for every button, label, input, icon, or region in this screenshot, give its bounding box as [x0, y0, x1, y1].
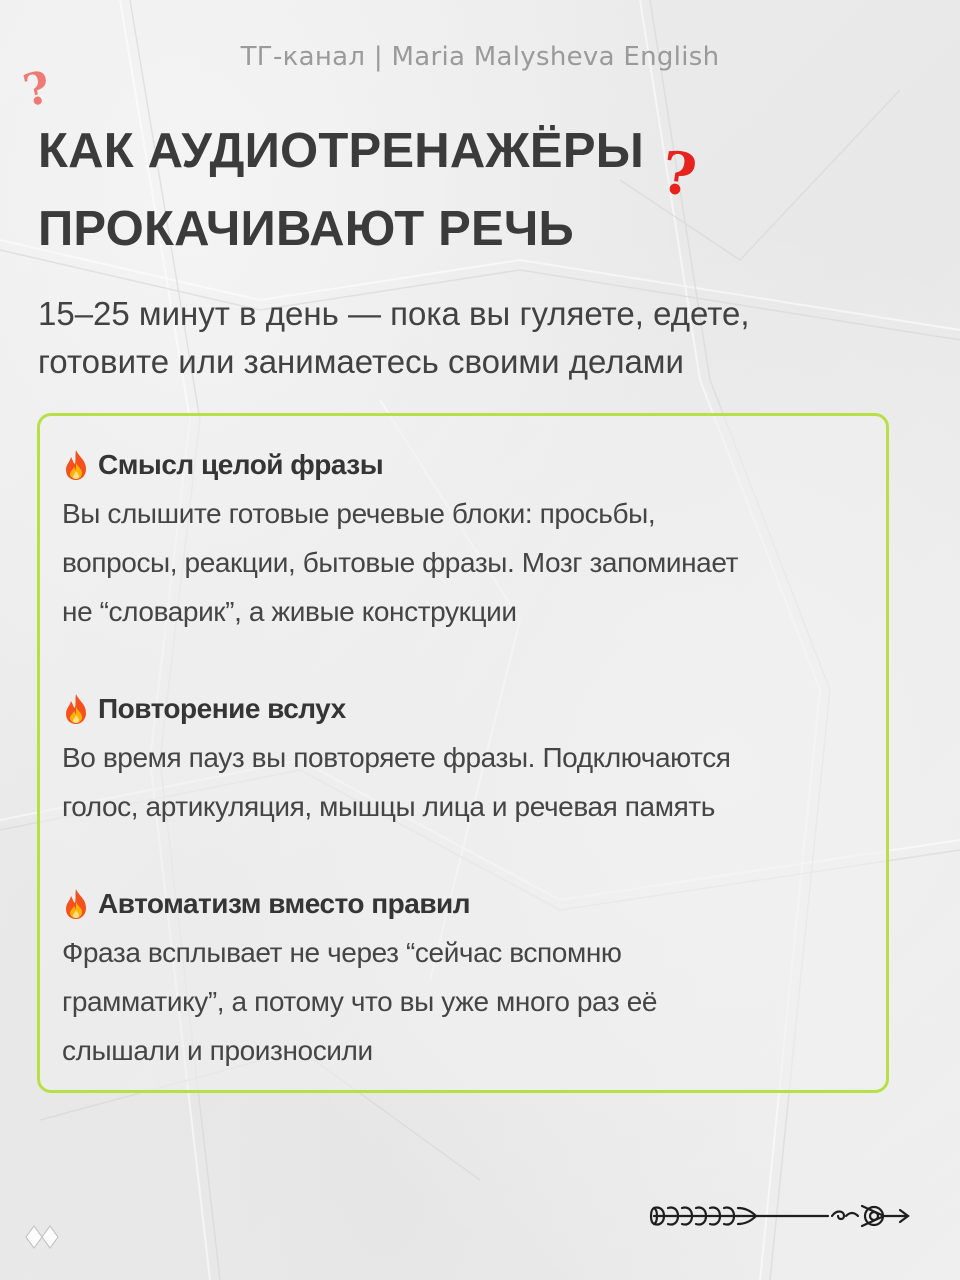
benefit-title: [62, 444, 862, 486]
benefit-title: [62, 688, 862, 730]
benefits-card: [37, 413, 889, 1093]
benefit-line: вопросы, реакции, бытовые фразы. Мозг запоминает: [62, 547, 739, 578]
title-line: ПРОКАЧИВАЮТ РЕЧЬ: [38, 202, 574, 256]
benefit-item: [62, 883, 862, 1075]
benefit-description: [62, 733, 862, 831]
question-mark-decoration: ?: [18, 61, 55, 118]
fire-icon: [62, 449, 90, 481]
channel-caption: ТГ-канал | Maria Malysheva English: [240, 42, 720, 72]
benefit-description: [62, 489, 862, 636]
benefit-title-text: Автоматизм вместо правил: [98, 888, 471, 919]
benefit-title: [62, 883, 862, 925]
subtitle-line: готовите или занимаетесь своими делами: [38, 343, 684, 380]
fire-icon: [62, 888, 90, 920]
benefit-line: Во время пауз вы повторяете фразы. Подключаются: [62, 742, 731, 773]
question-mark-decoration: ?: [657, 137, 701, 211]
fire-icon: [62, 693, 90, 725]
benefit-title-text: Повторение вслух: [98, 693, 346, 724]
benefit-line: грамматику”, а потому что вы уже много раз её: [62, 986, 658, 1017]
benefit-line: Фраза всплывает не через “сейчас вспомню: [62, 937, 622, 968]
benefit-item: [62, 444, 862, 636]
page-title: [38, 112, 678, 268]
arrow-ornament-icon: [648, 1198, 912, 1234]
title-line: КАК АУДИОТРЕНАЖЁРЫ: [38, 124, 644, 178]
benefit-description: [62, 928, 862, 1075]
benefit-line: Вы слышите готовые речевые блоки: просьбы,: [62, 498, 656, 529]
benefit-line: голос, артикуляция, мышцы лица и речевая память: [62, 791, 715, 822]
benefit-line: слышали и произносили: [62, 1035, 373, 1066]
page-subtitle: [38, 290, 918, 386]
benefit-item: [62, 688, 862, 831]
subtitle-line: 15–25 минут в день — пока вы гуляете, едете,: [38, 295, 750, 332]
brand-logo-icon: [22, 1222, 62, 1252]
benefit-title-text: Смысл целой фразы: [98, 449, 384, 480]
benefit-line: не “словарик”, а живые конструкции: [62, 596, 517, 627]
